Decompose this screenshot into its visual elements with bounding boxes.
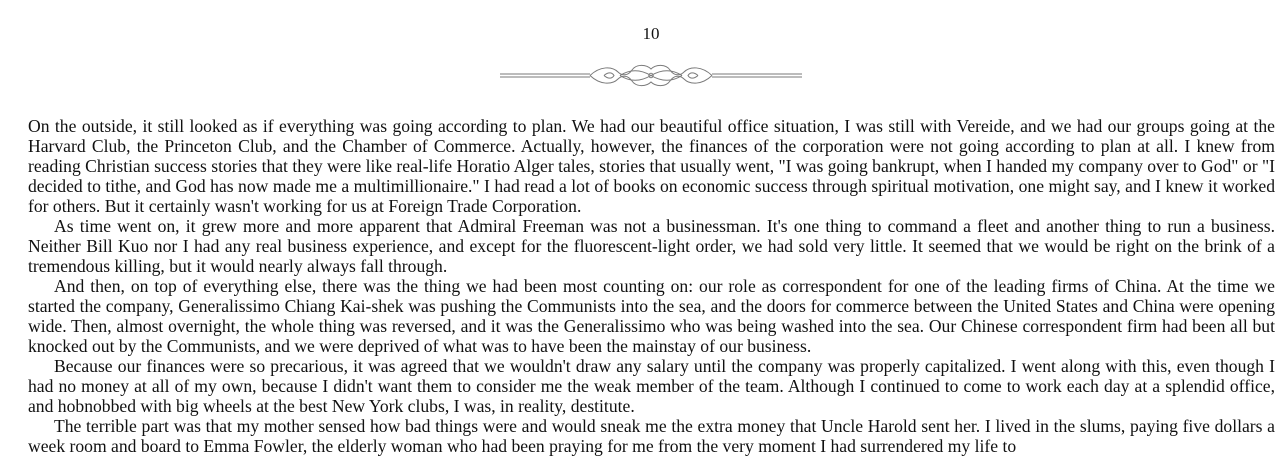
paragraph: Because our finances were so precarious, it was agreed that we wouldn't draw any salary until the company was properly capitalized. I went along with this, even though I had no money at all of my own, because I didn't want them to consider me the weak member of the team. Although I continued to come to work each day at a splendid office, and hobnobbed with big wheels at the best New York clubs, I was, in reality, destitute. xyxy=(28,356,1275,416)
page-number: 10 xyxy=(642,24,660,43)
flourish-divider-icon xyxy=(500,60,802,90)
paragraph: The terrible part was that my mother sensed how bad things were and would sneak me the extra money that Uncle Harold sent her. I lived in the slums, paying five dollars a week room and board to Emma Fowler, the elderly woman who had been praying for me from the very moment I had surrendered my life to xyxy=(28,416,1275,456)
paragraph: On the outside, it still looked as if everything was going according to plan. We had our beautiful office situation, I was still with Vereide, and we had our groups going at the Harvard Club, the Princeton Club, and the Chamber of Commerce. Actually, however, the finances of the corporation were not going according to plan at all. I knew from reading Christian success stories that they were like real-life Horatio Alger tales, stories that usually went, "I was going bankrupt, when I handed my company over to God" or "I decided to tithe, and God has now made me a multimillionaire." I had read a lot of books on economic success through spiritual motivation, one might say, and I knew it worked for others. But it certainly wasn't working for us at Foreign Trade Corporation. xyxy=(28,116,1275,216)
paragraph: And then, on top of everything else, there was the thing we had been most counting on: our role as correspondent for one of the leading firms of China. At the time we started the company, Generalissimo Chiang Kai-shek was pushing the Communists into the sea, and the doors for commerce between the United States and China were opening wide. Then, almost overnight, the whole thing was reversed, and it was the Generalissimo who was being washed into the sea. Our Chinese correspondent firm had been all but knocked out by the Communists, and we were deprived of what was to have been the mainstay of our business. xyxy=(28,276,1275,356)
paragraph: As time went on, it grew more and more apparent that Admiral Freeman was not a businessman. It's one thing to command a fleet and another thing to run a business. Neither Bill Kuo nor I had any real business experience, and except for the fluorescent-light order, we had sold very little. It seemed that we would be right on the brink of a tremendous killing, but it would nearly always fall through. xyxy=(28,216,1275,276)
body-text xyxy=(28,116,1275,456)
